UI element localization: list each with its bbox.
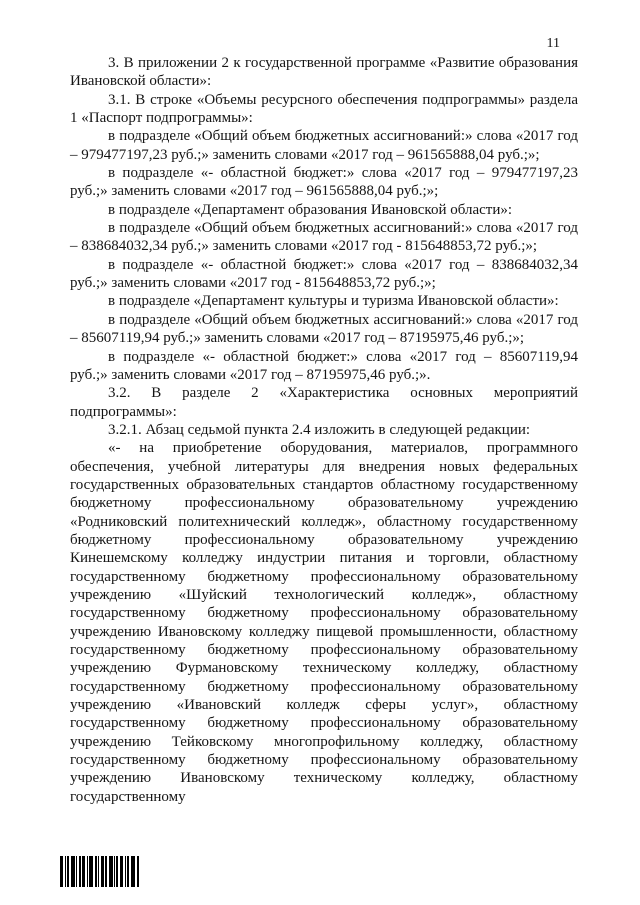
paragraph: 3.1. В строке «Объемы ресурсного обеспечения подпрограммы» раздела 1 «Паспорт подпрограммы»: (70, 91, 578, 127)
paragraph: 3. В приложении 2 к государственной программе «Развитие образования Ивановской области»: (70, 55, 578, 90)
paragraph: в подразделе «- областной бюджет:» слова «2017 год – 85607119,94 руб.;» заменить словами «2017 год – 87195975,46 руб.;». (70, 348, 578, 383)
document-body (70, 54, 578, 806)
paragraph: в подразделе «Общий объем бюджетных ассигнований:» слова «2017 год – 979477197,23 руб.;» заменить словами «2017 год – 961565888,04 руб.;»; (70, 128, 578, 163)
page-number: 11 (546, 36, 560, 51)
paragraph: в подразделе «Департамент образования Ивановской области»: (108, 201, 513, 218)
barcode-icon (60, 856, 140, 887)
paragraph: 3.2. В разделе 2 «Характеристика основных мероприятий подпрограммы»: (70, 385, 578, 420)
paragraph: в подразделе «Департамент культуры и туризма Ивановской области»: (108, 293, 559, 310)
paragraph: в подразделе «- областной бюджет:» слова «2017 год – 838684032,34 руб.;» заменить словами «2017 год - 815648853,72 руб.;»; (70, 256, 578, 292)
paragraph: 3.2.1. Абзац седьмой пункта 2.4 изложить в следующей редакции: (108, 421, 531, 438)
paragraph: в подразделе «- областной бюджет:» слова «2017 год – 979477197,23 руб.;» заменить словами «2017 год – 961565888,04 руб.;»; (70, 165, 578, 200)
paragraph: в подразделе «Общий объем бюджетных ассигнований:» слова «2017 год – 85607119,94 руб.;» заменить словами «2017 год – 87195975,46 руб.;»; (70, 311, 578, 347)
paragraph: в подразделе «Общий объем бюджетных ассигнований:» слова «2017 год – 838684032,34 руб.;» заменить словами «2017 год - 815648853,72 руб.;»; (70, 220, 578, 255)
paragraph: «- на приобретение оборудования, материалов, программного обеспечения, учебной литературы для внедрения новых федеральных государственных образовательных стандартов областному государственному бюджетному профессиональному образовательному учреждению «Родниковский политехнический колледж», областному государственному бюджетному профессиональному образовательному учреждению Кинешемскому колледжу индустрии питания и торговли, областному государственному бюджетному профессиональному образовательному учреждению «Шуйский технологический колледж», областному государственному бюджетному профессиональному образовательному учреждению Ивановскому колледжу пищевой промышленности, областному государственному бюджетному профессиональному образовательному учреждению Фурмановскому техническому колледжу, областному государственному бюджетному профессиональному образовательному учреждению «Ивановский колледж сферы услуг», областному государственному бюджетному профессиональному образовательному учреждению Тейковскому многопрофильному колледжу, областному государственному бюджетному профессиональному образовательному учреждению Ивановскому техническому колледжу, областному государственному (70, 440, 578, 805)
